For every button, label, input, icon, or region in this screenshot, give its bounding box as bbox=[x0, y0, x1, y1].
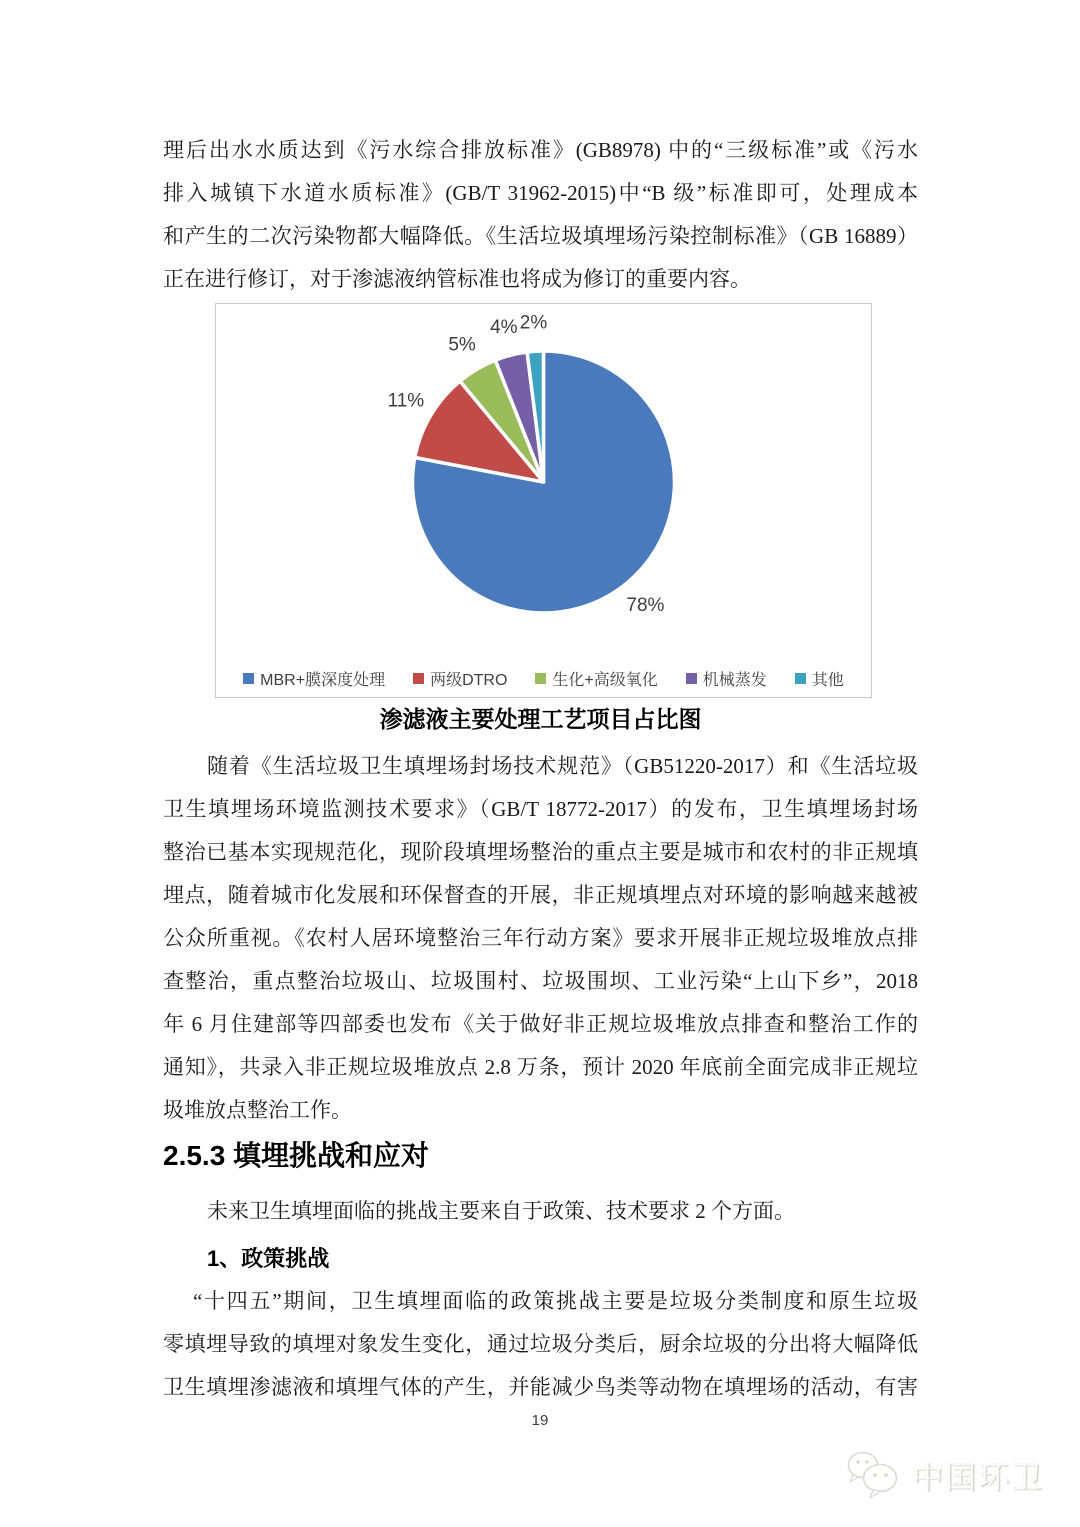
body-line: “十四五”期间，卫生填埋面临的政策挑战主要是垃圾分类制度和原生垃圾 bbox=[193, 1289, 918, 1313]
page-number: 19 bbox=[531, 1412, 549, 1429]
pie-percent-label: 11% bbox=[387, 390, 425, 412]
paragraph bbox=[163, 0, 918, 301]
body-line: 零填埋导致的填埋对象发生变化，通过垃圾分类后，厨余垃圾的分出将大幅降低 bbox=[163, 1332, 918, 1356]
body-line: 年 6 月住建部等四部委也发布《关于做好非正规垃圾堆放点排查和整治工作的 bbox=[163, 1012, 918, 1036]
body-line: 埋点，随着城市化发展和环保督查的开展，非正规填埋点对环境的影响越来越被 bbox=[163, 883, 918, 907]
pie-percent-label: 4% bbox=[490, 317, 518, 339]
legend-swatch bbox=[413, 673, 424, 684]
watermark-label: 中国环卫 bbox=[912, 1459, 1044, 1495]
legend-swatch bbox=[795, 673, 806, 684]
body-line: 圾堆放点整治工作。 bbox=[163, 1098, 352, 1122]
legend-swatch bbox=[243, 673, 254, 684]
body-line: 未来卫生填埋面临的挑战主要来自于政策、技术要求 2 个方面。 bbox=[207, 1199, 795, 1223]
legend-label: 两级DTRO bbox=[430, 671, 508, 689]
chart-legend bbox=[216, 654, 871, 702]
body-line: 公众所重视。《农村人居环境整治三年行动方案》要求开展非正规垃圾堆放点排 bbox=[163, 926, 918, 950]
body-line: 和产生的二次污染物都大幅降低。《生活垃圾填埋场污染控制标准》（GB 16889） bbox=[163, 224, 918, 248]
body-line: 正在进行修订，对于渗滤液纳管标准也将成为修订的重要内容。 bbox=[163, 267, 751, 291]
body-line: 卫生填埋场环境监测技术要求》（GB/T 18772-2017）的发布，卫生填埋场封场 bbox=[163, 797, 918, 821]
pie-percent-label: 5% bbox=[448, 334, 476, 356]
legend-swatch bbox=[686, 673, 697, 684]
section-heading: 2.5.3 填埋挑战和应对 bbox=[163, 1140, 430, 1171]
legend-label: 生化+高级氧化 bbox=[552, 671, 658, 689]
body-line: 卫生填埋渗滤液和填埋气体的产生，并能减少鸟类等动物在填埋场的活动，有害 bbox=[163, 1375, 918, 1399]
legend-label: MBR+膜深度处理 bbox=[260, 671, 386, 689]
wechat-icon bbox=[842, 1448, 904, 1500]
paragraph bbox=[163, 745, 918, 1132]
legend-label: 机械蒸发 bbox=[702, 671, 767, 689]
legend-label: 其他 bbox=[811, 671, 844, 689]
legend-swatch bbox=[535, 673, 546, 684]
pie-percent-label: 2% bbox=[519, 312, 548, 334]
legend-item bbox=[413, 667, 507, 690]
watermark bbox=[842, 1448, 1044, 1500]
paragraph bbox=[163, 1280, 918, 1409]
pie-chart bbox=[216, 304, 871, 649]
legend-item bbox=[243, 667, 385, 690]
figure-caption: 渗滤液主要处理工艺项目占比图 bbox=[379, 706, 702, 732]
page-content bbox=[163, 0, 918, 1409]
body-line: 整治已基本实现规范化，现阶段填埋场整治的重点主要是城市和农村的非正规填 bbox=[163, 840, 918, 864]
list-heading: 1、政策挑战 bbox=[207, 1246, 330, 1271]
body-line: 随着《生活垃圾卫生填埋场封场技术规范》（GB51220-2017）和《生活垃圾 bbox=[207, 754, 918, 778]
body-line: 排入城镇下水道水质标准》(GB/T 31962-2015)中“B 级”标准即可，处理成本 bbox=[163, 181, 918, 205]
pie-chart-figure bbox=[215, 303, 872, 698]
legend-item bbox=[686, 667, 767, 690]
body-line: 查整治，重点整治垃圾山、垃圾围村、垃圾围坝、工业污染“上山下乡”，2018 bbox=[163, 969, 918, 993]
legend-item bbox=[795, 667, 844, 690]
body-line: 理后出水水质达到《污水综合排放标准》(GB8978) 中的“三级标准”或《污水 bbox=[163, 138, 918, 162]
pie-percent-label: 78% bbox=[626, 595, 665, 617]
legend-item bbox=[535, 667, 657, 690]
body-line: 通知》，共录入非正规垃圾堆放点 2.8 万条，预计 2020 年底前全面完成非正规垃 bbox=[163, 1055, 918, 1079]
